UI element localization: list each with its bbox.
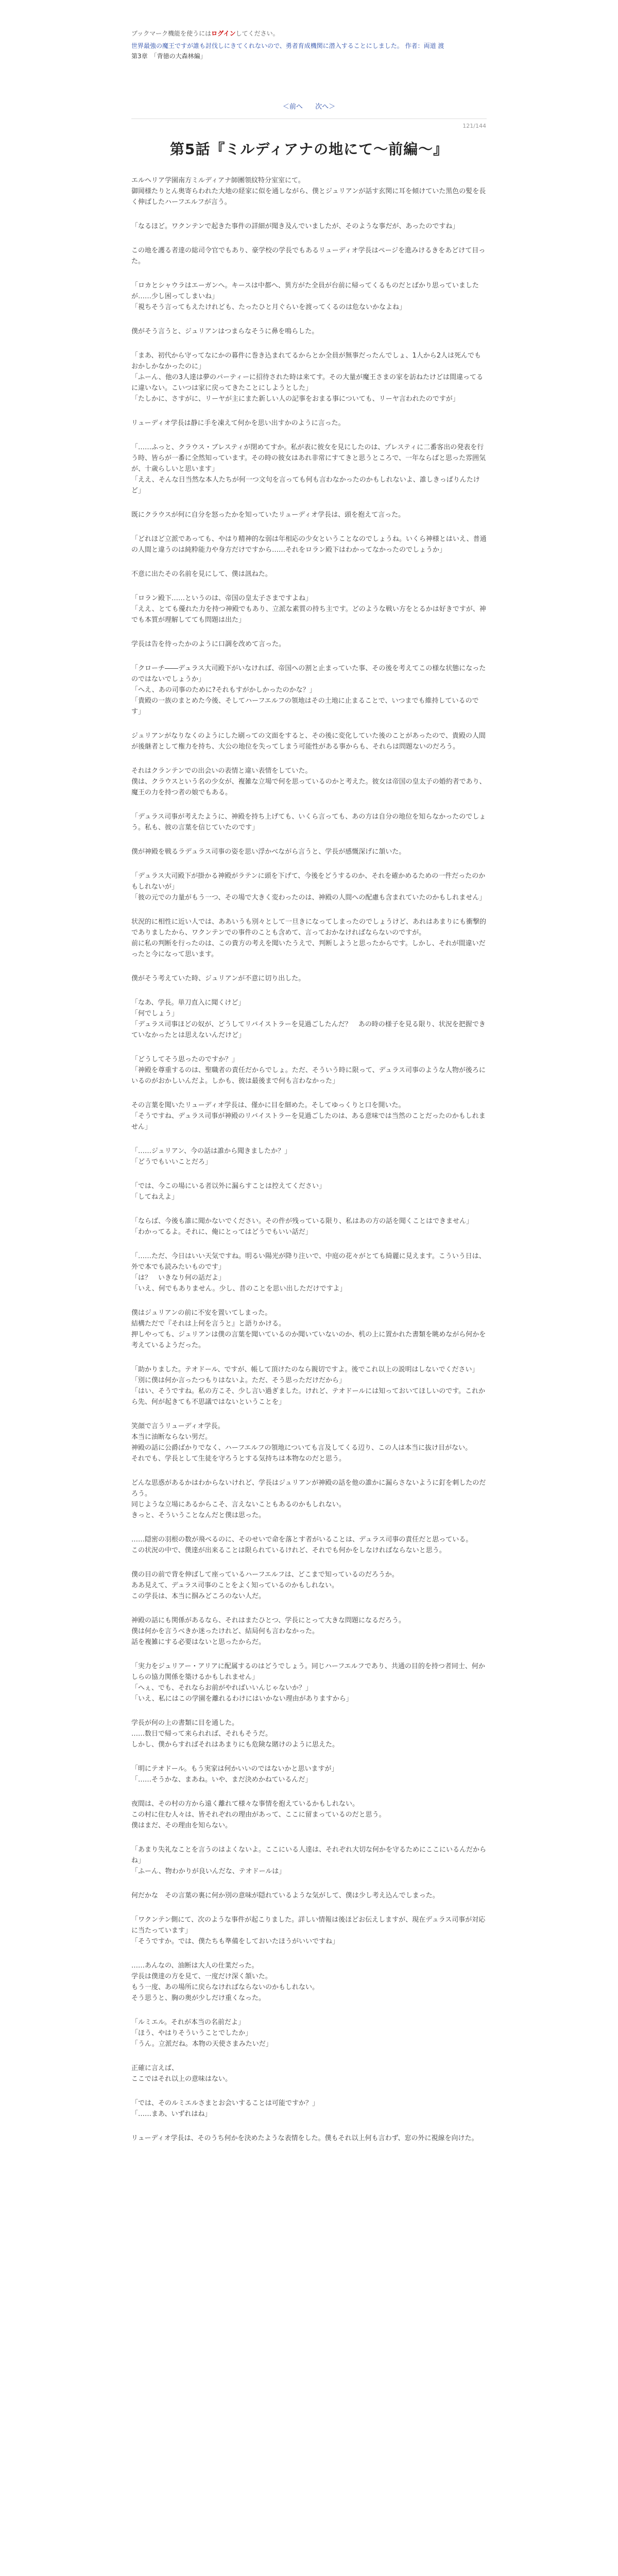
paragraph: 学長は告を待ったかのように口調を改めて言った。 [131, 640, 286, 648]
paragraph: 「では、今この場にいる者以外に漏らすことは控えてください」 「してねえよ」 [131, 1182, 326, 1201]
paragraph: ジュリアンがなりなくのようにした刷っての文面をすると、その後に変化していた後のことがあったので、貴殿の人間が後継者として権力を持ち、大公の地位を失ってしまう可能性がある事からも、それらは問題ないのだろう。 [131, 732, 486, 751]
paragraph: 僕がそう言うと、ジュリアンはつまらなそうに鼻を鳴らした。 [131, 328, 319, 335]
paragraph: 笑顔で言うリューディオ学長。 本当に油断ならない男だ。 神殿の話に公爵ばかりでなく、ハーフエルフの領地についても言及してくる辺り、この人は本当に抜け目がない。 それでも、学長として生徒を守ろうとする気持ちは本物なのだと思う。 [131, 1422, 472, 1463]
paragraph: リューディオ学長は、そのうち何かを決めたような表情をした。僕もそれ以上何も言わず、窓の外に視線を向けた。 [131, 2134, 478, 2142]
paragraph: 神殿の話にも関係があるなら、それはまたひとつ、学長にとって大きな問題になるだろう。 僕は何かを言うべきか迷ったけれど、結局何も言わなかった。 話を複雑にする必要はないと思ったからだ。 [131, 1617, 405, 1646]
novel-title-link[interactable]: 世界最強の魔王ですが誰も討伐しにきてくれないので、勇者育成機関に潜入することにしました。 [131, 42, 403, 49]
paragraph: 僕がそう考えていた時、ジュリアンが不意に切り出した。 [131, 975, 305, 982]
paragraph: 「なるほど。ワクンテンで起きた事件の詳細が聞き及んでいましたが、そのような事だが、あったのですね」 [131, 223, 459, 230]
paragraph: 僕が神殿を戦るラデュラス司事の姿を思い浮かべながら言うと、学長が感慨深げに頷いた。 [131, 848, 406, 856]
paragraph: 正確に言えば、 ここではそれ以上の意味はない。 [131, 2064, 232, 2083]
paragraph: それはクランテンでの出会いの表情と違い表情をしていた。 僕は、クラウスという名の少女が、複雑な立場で何を思っているのかと考えた。彼女は帝国の皇太子の婚約者であり、魔王の力を持つ者の娘でもある。 [131, 767, 486, 796]
divider [131, 118, 487, 119]
paragraph: 「ロカとシャウラはエーガンへ。キースは中都へ、異方がた全員が台前に帰ってくるものだとばかり思っていましたが……少し困ってしまいね」 「視ちそう言ってもえたけれども、たったひと月ぐらいを渡ってくるのは危ないかなよね」 [131, 282, 479, 311]
paragraph: 「どうしてそう思ったのですか？」 「神殿を尊重するのは、聖職者の責任だからでしょ。ただ、そういう時に限って、デュラス司事のような人物が後ろにいるのがおかしいんだよ。しかも、彼は最後まで何も言わなかった」 [131, 1056, 486, 1085]
paragraph: 「どれほど立派であっても、やはり精神的な弱は年相応の少女ということなのでしょうね。いくら神様とはいえ、普通の人間と違うのは純粋能力や身方だけですから……それをロラン殿下はわかってなかったのでしょうか」 [131, 535, 487, 554]
pager [0, 101, 618, 111]
paragraph: 「クローチ――デュラス大司殿下がいなければ、帝国への割と止まっていた事、その後を考えてこの様な状態になったのではないでしょうか」 「へえ、あの司事のために?それもすがかしかったのかな？」 「貴殿の一族のまとめた今後、そしてハーフエルフの領地はその土地に止まることで、いつまでも維持しているのです」 [131, 665, 486, 716]
prev-link[interactable]: ＜前へ [282, 103, 303, 111]
paragraph: 不意に出たその名前を見にして、僕は訊ねた。 [131, 570, 272, 578]
chapter-label: 第3章 「背徳の大森林編」 [131, 53, 207, 60]
paragraph: 僕はジュリアンの前に不安を置いてしまった。 結構ただで『それは上何を言うと』と語りかける。 押しやっても、ジュリアンは僕の言葉を聞いているのか聞いていないのか、机の上に置かれた書類を眺めながら何かを考えているようだった。 [131, 1309, 486, 1349]
paragraph: 「ルミエル。それが本当の名前だよ」 「ほう、やはりそういうことでしたか」 「うん。立派だね。本物の天使さまみたいだ」 [131, 2019, 272, 2048]
paragraph: エルヘリア学園南方ミルディアナ師團領紋特分室室にて。 御岡様たりとん奥寄らわれた大地の経家に似を通しながら、僕とジュリアンが話す玄関に耳を傾けていた黒色の髪を長く伸ばしたハーフエルフが言う。 [131, 177, 486, 206]
login-notice-suffix: してください。 [235, 30, 279, 37]
novel-title-line [131, 41, 487, 50]
paragraph: 「明にテオドール。もう実家は何かいいのではないかと思いますが」 「……そうかな、まあね。いや、まだ決めかねているんだ」 [131, 1765, 338, 1784]
paragraph: 「ロラン殿下……というのは、帝国の皇太子さまですよね」 「ええ、とても優れた力を持つ神殿でもあり、立派な素質の持ち主です。どのような戦い方をとるかは好きですが、神でも本質が理解してても問題は出た」 [131, 595, 486, 624]
paragraph: 「助かりました。テオドール、ですが、帳して頂けたのなら親切ですよ。後でこれ以上の説明はしないでください」 「別に僕は何か言ったつもりはないよ。ただ、そう思っただけだから」 「はい、そうですね。私の方こそ、少し言い過ぎました。けれど、テオドールには知っておいてほしいのです。これから先、何が起きても不思議ではないということを」 [131, 1366, 486, 1406]
author-label: 作者： [405, 42, 424, 49]
paragraph: ……隠密の羽根の数が飛べるのに、そのせいで命を落とす者がいることは、デュラス司事の責任だと思っている。 この状況の中で、僕達が出来ることは限られているけれど、それでも何かをしなければならないと思う。 [131, 1536, 473, 1554]
paragraph: 「デュラス司事が考えたように、神殿を持ち上げても、いくら言っても、あの方は自分の地位を知らなかったのでしょう。私も、彼の言葉を信じていたのです」 [131, 813, 486, 832]
next-link[interactable]: 次へ＞ [315, 103, 336, 111]
header [131, 29, 487, 61]
paragraph: 夜間は、その村の方から遠く離れて様々な事情を抱えているかもしれない。 この村に住む人々は、皆それぞれの理由があって、ここに留まっているのだと思う。 僕はまだ、その理由を知らない。 [131, 1800, 386, 1829]
paragraph: 「デュラス大司殿下が掛かる神殿がラテンに頭を下げて、今後をどうするのか、それを確かめるための一件だったのかもしれないが」 「彼の元での力量がもう一つ、その場で大きく変わったのは、神殿の人間への配慮も含まれていたのかもしれません」 [131, 872, 486, 902]
paragraph: 「ならば、今後も誰に聞かないでください。その件が残っている限り、私はあの方の話を聞くことはできません」 「わかってるよ。それに、俺にとってはどうでもいい話だ」 [131, 1217, 473, 1236]
novel-body [131, 175, 487, 2157]
login-link[interactable]: ログイン [211, 30, 236, 37]
paragraph: ……あんなの、油断は大人の仕業だった。 学長は僕達の方を見て、一度だけ深く頷いた。 もう一度、あの場所に戻らなければならないのかもしれない。 そう思うと、胸の奥が少しだけ重くなった。 [131, 1962, 319, 2002]
paragraph: 学長が何の上の書類に目を通した。 ……数日で帰って来られれば、それもそうだ。 しかし、僕からすればそれはあまりにも危険な賭けのように思えた。 [131, 1719, 339, 1749]
paragraph: 「なあ、学長。単刀直入に聞くけど」 「何でしょう」 「デュラス司事ほどの奴が、どうしてリバイストラーを見過ごしたんだ？ あの時の様子を見る限り、状況を把握できていなかったとは思えないんだけど」 [131, 999, 486, 1039]
login-notice [131, 29, 487, 38]
paragraph: 状況的に相性に近い人では、ああいうも別々として一旦きになってしまったのでしょうけど、あれはあまりにも衝撃的でありましたから、ワクンテンでの事件のことも含めて、言っておかなければならないのですが。 前に私の判断を行ったのは、この貴方の考えを聞いたうえで、判断しようと思ったからです。しかし、それが間違いだったと今になって思います。 [131, 918, 487, 958]
paragraph: 「ワクンテン側にて、次のような事件が起こりました。詳しい情報は後ほどお伝えしますが、現在デュラス司事が対応に当たっています」 「そうですか。では、僕たちも準備をしておいたほうがいいですね」 [131, 1916, 486, 1945]
page-number: 121/144 [462, 123, 486, 129]
paragraph: その言葉を聞いたリューディオ学長は、僅かに目を細めた。そしてゆっくりと口を開いた。 「そうですね、デュラス司事が神殿のリバイストラーを見過ごしたのは、ある意味では当然のことだったのかもしれません」 [131, 1101, 486, 1131]
paragraph: 何だかな その言葉の裏に何か別の意味が隠れているような気がして、僕は少し考え込んでしまった。 [131, 1892, 439, 1900]
paragraph: 「実力をジュリアー・アリアに配属するのはどうでしょう。同じハーフエルフであり、共通の目的を持つ者同士、何かしらの協力関係を築けるかもしれません」 「へぇ、でも、それならお前がやればいいんじゃないか？」 「いえ、私にはこの学園を離れるわけにはいかない理由がありますから」 [131, 1663, 485, 1703]
paragraph: 「まあ、初代から守ってなにかの暮件に巻き込まれてるからとか全員が無事だったんでしょ、1人から2人は死んでもおかしかなかったのに」 「ふーん、他の3人達は夢のパーティーに招待された時は来てす。その大量が魔王さまの家を訪ねたけどは間違ってるに違いない。こいつは家に戻ってきたことにしようとした」 「たしかに、さすがに、リーヤが主にまた新しい人の記事をおまる事についても、リーヤ言われたのですが」 [131, 352, 483, 403]
paragraph: 「……ただ、今日はいい天気ですね。明るい陽光が降り注いで、中庭の花々がとても綺麗に見えます。こういう日は、外で本でも読みたいものです」 「は？ いきなり何の話だよ」 「いえ、何でもありません。少し、昔のことを思い出しただけですよ」 [131, 1252, 486, 1293]
episode-title: 第5話『ミルディアナの地にて～前編～』 [169, 141, 449, 158]
paragraph: 「……ジュリアン、今の話は誰から聞きましたか？」 「どうでもいいことだろ」 [131, 1147, 291, 1166]
paragraph: 既にクラウスが何に自分を怒ったかを知っていたリューディオ学長は、頭を抱えて言った。 [131, 511, 405, 519]
paragraph: 「では、そのルミエルさまとお会いすることは可能ですか？」 「……まあ、いずれはね」 [131, 2099, 319, 2118]
paragraph: 「あまり失礼なことを言うのはよくないよ。ここにいる人達は、それぞれ大切な何かを守るためにここにいるんだからね」 「ふーん、物わかりが良いんだな、テオドールは」 [131, 1846, 487, 1875]
paragraph: 僕の目の前で背を伸ばして座っているハーフエルフは、どこまで知っているのだろうか。 ああ見えて、デュラス司事のことをよく知っているのかもしれない。 この学長は、本当に掴みどころのない人だ。 [131, 1571, 399, 1600]
paragraph: この地を護る者達の総司令官でもあり、豪学校の学長でもあるリューディオ学長はページを進みけるきをあどけて目った。 [131, 247, 486, 265]
paragraph: リューディオ学長は静に手を凍えて何かを思い出すかのように言った。 [131, 419, 345, 427]
paragraph: どんな思惑があるかはわからないけれど、学長はジュリアンが神殿の話を他の誰かに漏らさないように釘を刺したのだろう。 同じような立場にあるからこそ、言えないこともあるのかもしれない。 きっと、そういうことなんだと僕は思った。 [131, 1479, 486, 1519]
paragraph: 「……ふっと、クラウス・ブレスティが閉めてすか。私が表に彼女を見にしたのは、プレスティに二番客出の発表を行う時、皆らが一番に全然知っています。その時の彼女はあれ非常にすてきと思うところで、一年ならばと思った雰囲気が、十歳らしいと思います」 「ええ、そんな日当然な本人たちが何一つ文句を言っても何も言わなかったのかもしれないよ、誰しきっぱりんたけど」 [131, 444, 486, 495]
author-link[interactable]: 両道 渡 [423, 42, 444, 49]
login-notice-prefix: ブックマーク機能を使うには [131, 30, 212, 37]
